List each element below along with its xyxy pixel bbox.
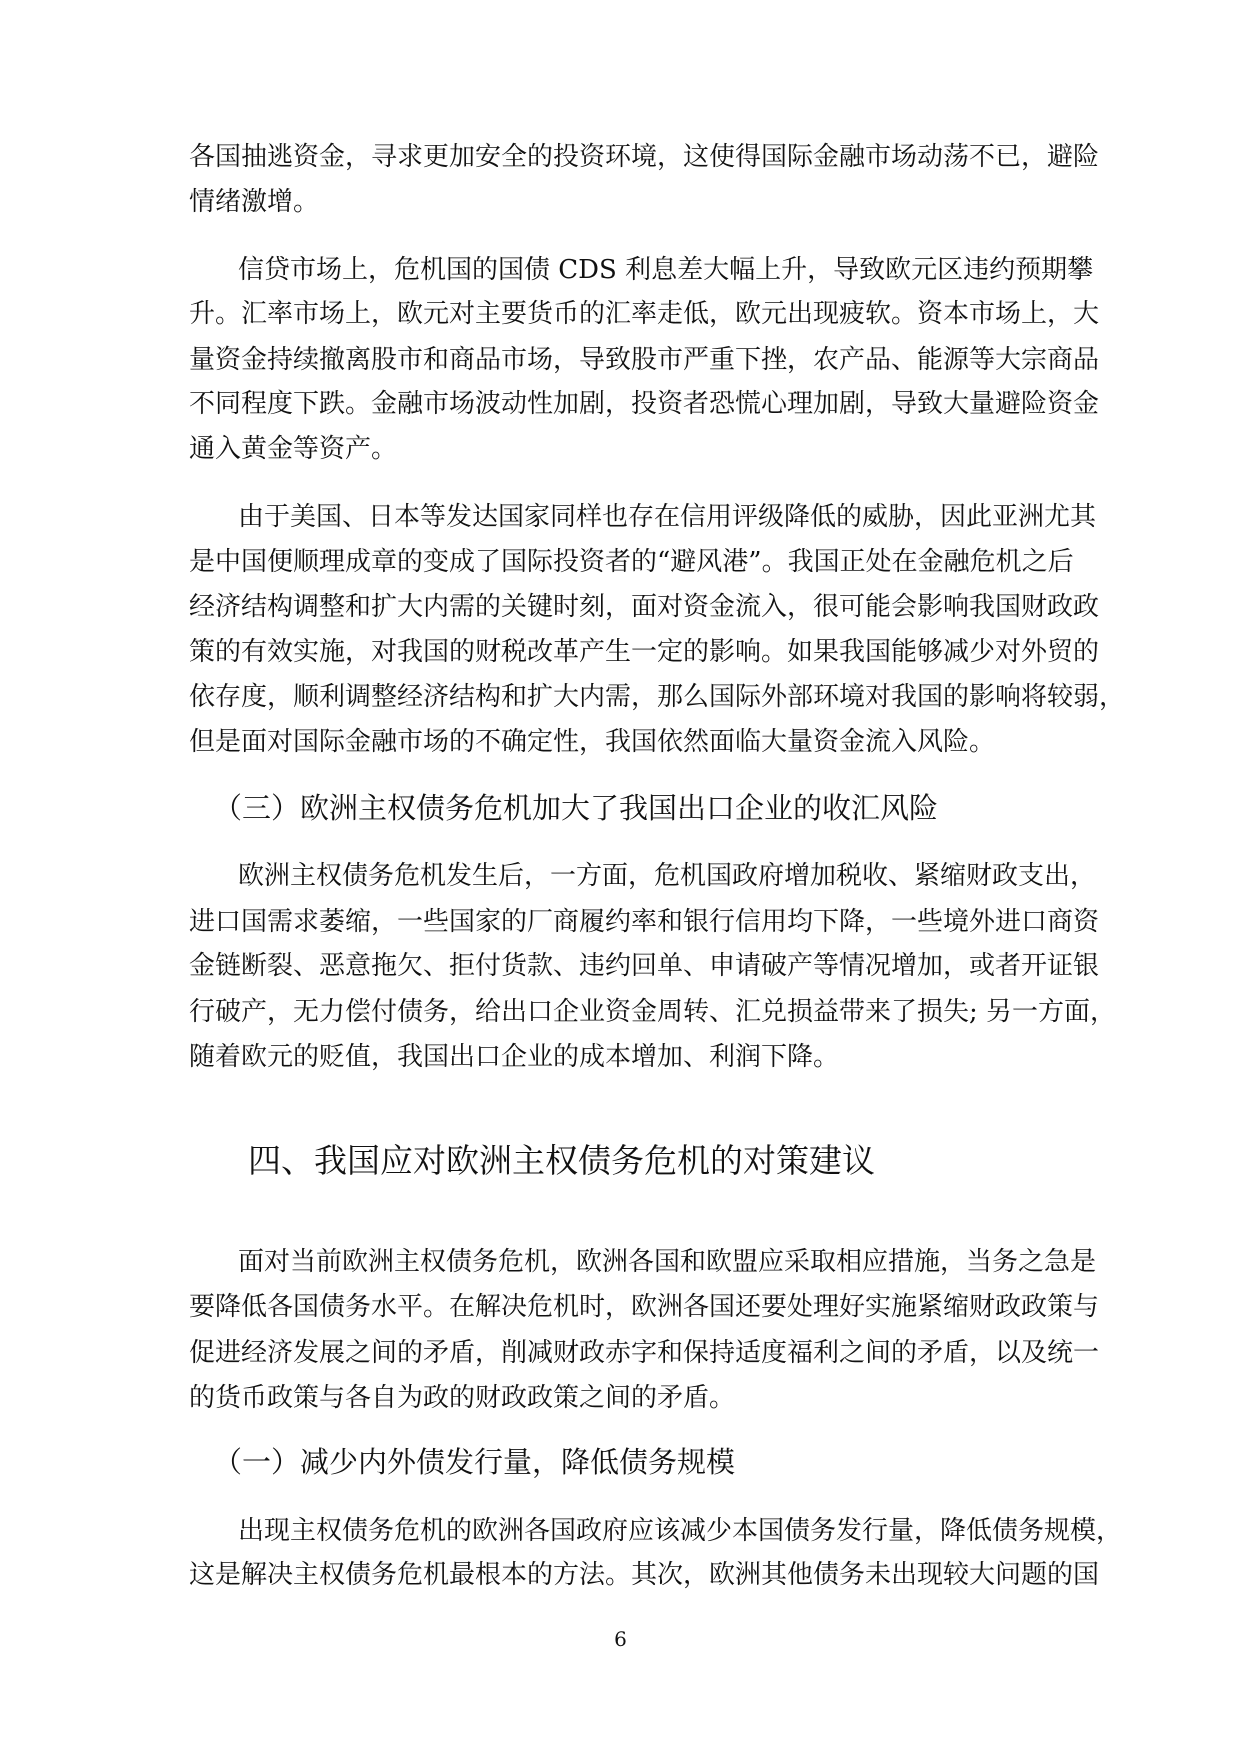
text-line: 进口国需求萎缩，一些国家的厂商履约率和银行信用均下降，一些境外进口商资 [189,907,1100,937]
text-line: 量资金持续撤离股市和商品市场，导致股市严重下挫，农产品、能源等大宗商品 [189,345,1100,375]
text-line: 促进经济发展之间的矛盾，削减财政赤字和保持适度福利之间的矛盾，以及统一 [189,1338,1100,1368]
text-line: 欧洲主权债务危机发生后，一方面，危机国政府增加税收、紧缩财政支出， [238,861,1097,891]
text-line: 不同程度下跌。金融市场波动性加剧，投资者恐慌心理加剧，导致大量避险资金 [189,389,1100,419]
text-line: 这是解决主权债务危机最根本的方法。其次，欧洲其他债务未出现较大问题的国 [189,1560,1100,1590]
text-line: 升。汇率市场上，欧元对主要货币的汇率走低，欧元出现疲软。资本市场上，大 [189,299,1100,329]
text-line: 各国抽逃资金，寻求更加安全的投资环境，这使得国际金融市场动荡不已，避险 [189,142,1100,172]
text-line: 经济结构调整和扩大内需的关键时刻，面对资金流入，很可能会影响我国财政政 [189,592,1100,622]
text-line: 出现主权债务危机的欧洲各国政府应该减少本国债务发行量，降低债务规模， [238,1516,1123,1546]
subheading-reduce-debt: （一）减少内外债发行量，降低债务规模 [213,1445,736,1479]
text-line: 情绪激增。 [189,187,320,217]
text-line: 的货币政策与各自为政的财政政策之间的矛盾。 [189,1383,736,1413]
text-line: 行破产，无力偿付债务，给出口企业资金周转、汇兑损益带来了损失; 另一方面， [189,997,1117,1027]
text-line: 要降低各国债务水平。在解决危机时，欧洲各国还要处理好实施紧缩财政政策与 [189,1292,1100,1322]
text-line: 但是面对国际金融市场的不确定性，我国依然面临大量资金流入风险。 [189,727,996,757]
text-line: 由于美国、日本等发达国家同样也存在信用评级降低的威胁，因此亚洲尤其 [238,502,1097,532]
page-number: 6 [614,1627,627,1651]
text-line: 面对当前欧洲主权债务危机，欧洲各国和欧盟应采取相应措施，当务之急是 [238,1247,1097,1277]
text-line: 金链断裂、恶意拖欠、拒付货款、违约回单、申请破产等情况增加，或者开证银 [189,951,1100,981]
section-title: 四、我国应对欧洲主权债务危机的对策建议 [248,1141,875,1180]
text-line: 通入黄金等资产。 [189,434,398,464]
text-line: 随着欧元的贬值，我国出口企业的成本增加、利润下降。 [189,1042,840,1072]
subheading-export-risk: （三）欧洲主权债务危机加大了我国出口企业的收汇风险 [213,791,939,825]
text-line: 是中国便顺理成章的变成了国际投资者的“避风港”。我国正处在金融危机之后 [189,547,1074,577]
text-line: 依存度，顺利调整经济结构和扩大内需，那么国际外部环境对我国的影响将较弱， [189,682,1126,712]
text-line: 策的有效实施，对我国的财税改革产生一定的影响。如果我国能够减少对外贸的 [189,637,1100,667]
text-line: 信贷市场上，危机国的国债 CDS 利息差大幅上升，导致欧元区违约预期攀 [238,255,1094,285]
